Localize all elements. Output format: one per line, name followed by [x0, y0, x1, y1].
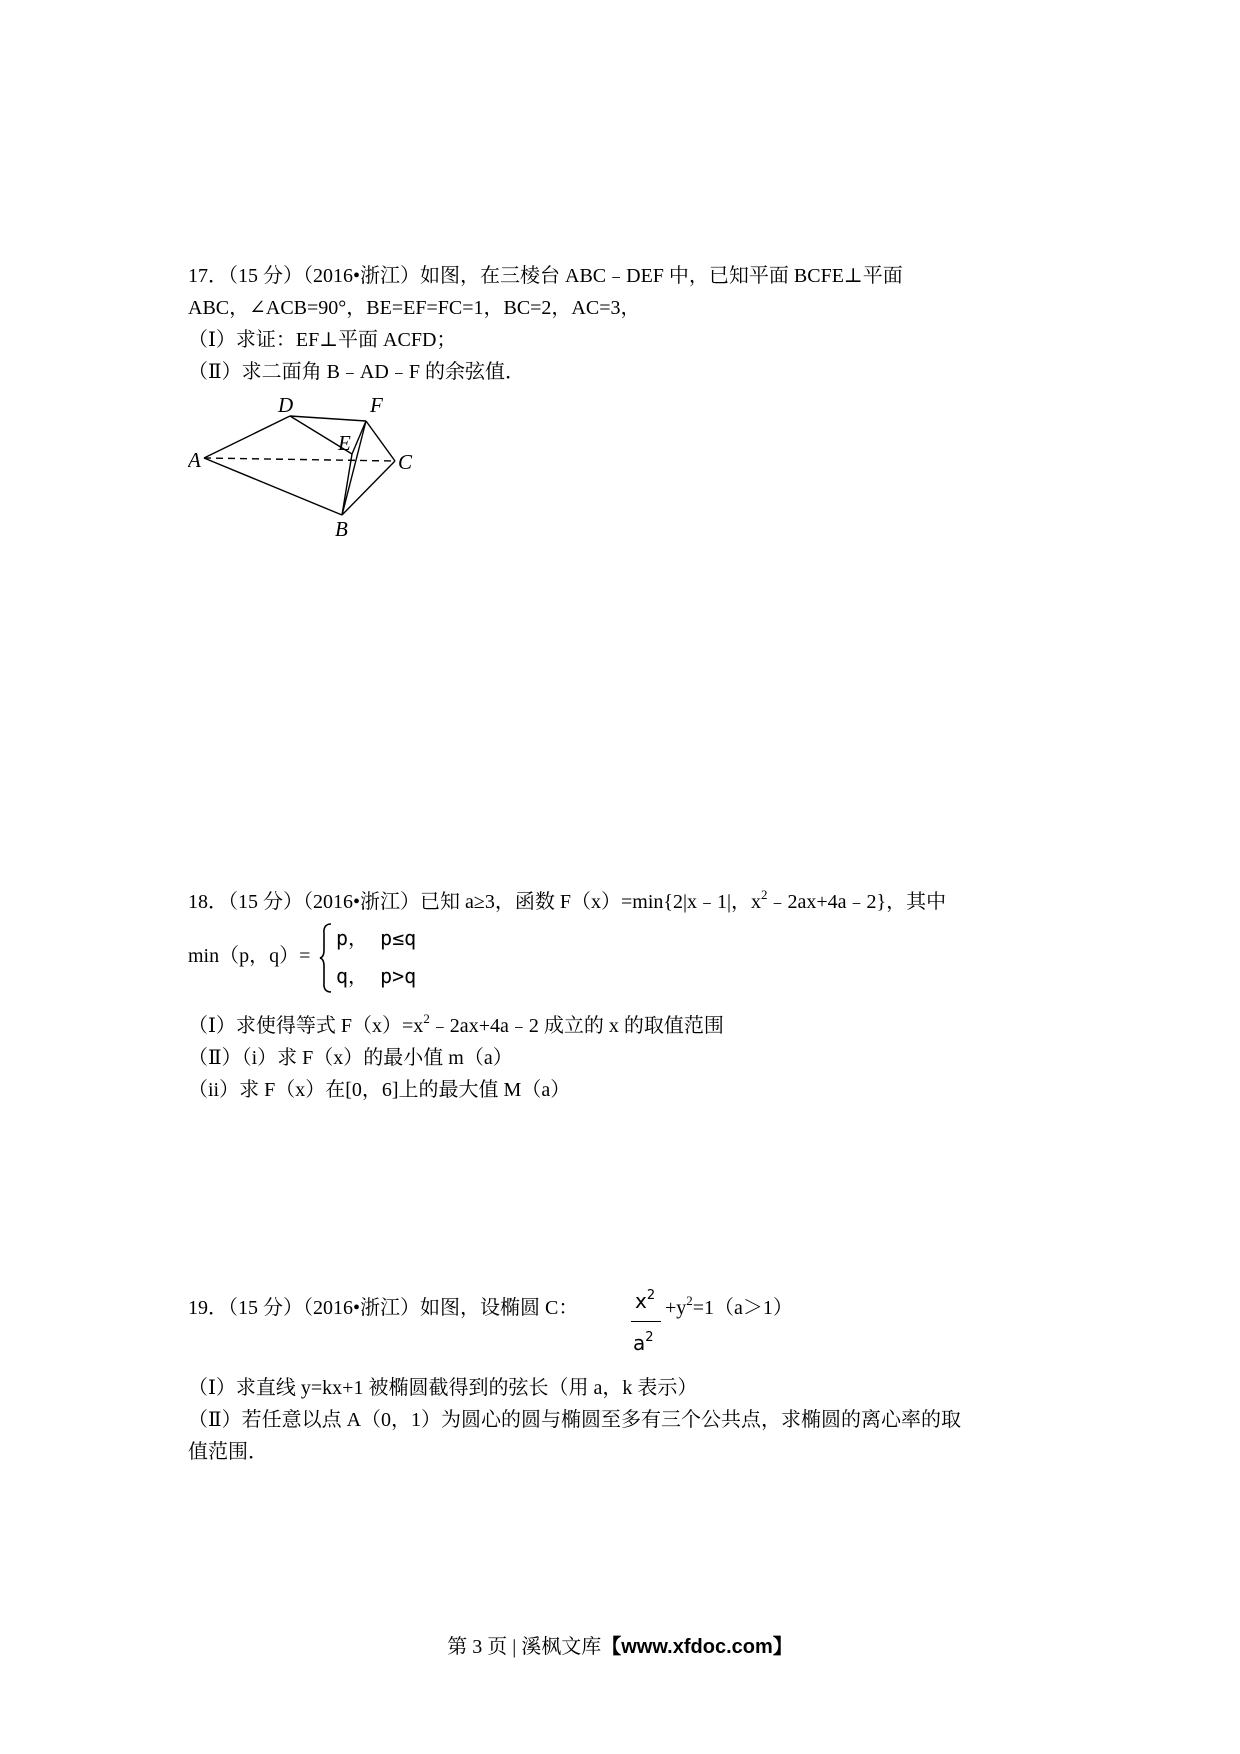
site-link[interactable]: 【www.xfdoc.com】	[601, 1636, 793, 1658]
vertex-label-E: E	[338, 431, 351, 455]
q17-stem-line1: 17．（15 分）（2016•浙江）如图，在三棱台 ABC﹣DEF 中，已知平面 BCFE⊥平面	[188, 265, 903, 287]
vertex-label-C: C	[398, 450, 413, 474]
q17-part2: （Ⅱ）求二面角 B﹣AD﹣F 的余弦值．	[188, 361, 525, 383]
page-number: 第 3 页	[447, 1636, 508, 1658]
edge-AB	[204, 458, 342, 515]
piecewise-case-2: q， p>q	[336, 964, 417, 988]
fraction-numerator	[635, 1289, 655, 1313]
min-definition-prefix: min（p，q）=	[188, 945, 311, 967]
denominator-a: a	[633, 1331, 646, 1355]
q18-part2-i: （Ⅱ）（i）求 F（x）的最小值 m（a）	[188, 1047, 513, 1069]
frustum-figure	[188, 390, 438, 540]
fraction-denominator	[633, 1331, 654, 1355]
q18-part2-ii: （ii）求 F（x）在[0，6]上的最大值 M（a）	[188, 1079, 571, 1101]
footer-separator: |	[512, 1636, 517, 1658]
vertex-label-B: B	[335, 517, 348, 540]
vertex-label-D: D	[278, 393, 294, 417]
denominator-exponent: 2	[645, 1330, 654, 1345]
q19-stem-suffix	[665, 1294, 793, 1322]
q18-stem-text-a: 18．（15 分）（2016•浙江）已知 a≥3，函数 F（x）=min{2|x﹣1|，x	[188, 891, 761, 913]
q18-stem-line1	[188, 888, 946, 916]
edge-AC-hidden	[204, 458, 395, 461]
edge-AD	[204, 416, 290, 458]
q17-part1: （Ⅰ）求证：EF⊥平面 ACFD；	[188, 329, 457, 351]
q18-part1-exponent: 2	[423, 1011, 430, 1026]
numerator-x: x	[635, 1289, 647, 1313]
q18-part1-text-b: ﹣2ax+4a﹣2 成立的 x 的取值范围	[429, 1015, 724, 1037]
q19-plus-y: +y	[665, 1297, 687, 1319]
q18-part1-text-a: （Ⅰ）求使得等式 F（x）=x	[188, 1015, 424, 1037]
vertex-label-F: F	[370, 393, 383, 417]
q18-stem-text-b: ﹣2ax+4a﹣2}，其中	[767, 891, 947, 913]
edge-FC	[366, 421, 395, 461]
q17-stem-line2: ABC，∠ACB=90°，BE=EF=FC=1，BC=2，AC=3，	[188, 297, 641, 319]
min-piecewise-definition	[188, 918, 508, 998]
q19-equals: =1（a＞1）	[692, 1297, 793, 1319]
q19-part2-line2: 值范围．	[188, 1441, 268, 1463]
library-name: 溪枫文库	[521, 1636, 602, 1658]
left-brace-icon	[318, 922, 334, 994]
ellipse-fraction	[628, 1285, 668, 1361]
q18-stem-exponent: 2	[760, 887, 768, 902]
page-footer	[0, 1630, 1240, 1659]
q19-y-exponent: 2	[686, 1293, 693, 1308]
vertex-label-A: A	[188, 448, 201, 472]
fraction-bar	[631, 1321, 661, 1322]
q19-stem-prefix: 19．（15 分）（2016•浙江）如图，设椭圆 C：	[188, 1297, 579, 1319]
piecewise-case-1: p， p≤q	[336, 926, 417, 950]
q19-part2-line1: （Ⅱ）若任意以点 A（0，1）为圆心的圆与椭圆至多有三个公共点，求椭圆的离心率的取	[188, 1409, 962, 1431]
q18-part1	[188, 1012, 724, 1040]
edge-DF	[290, 416, 366, 421]
q19-part1: （Ⅰ）求直线 y=kx+1 被椭圆截得到的弦长（用 a，k 表示）	[188, 1377, 698, 1399]
numerator-exponent: 2	[646, 1288, 656, 1303]
